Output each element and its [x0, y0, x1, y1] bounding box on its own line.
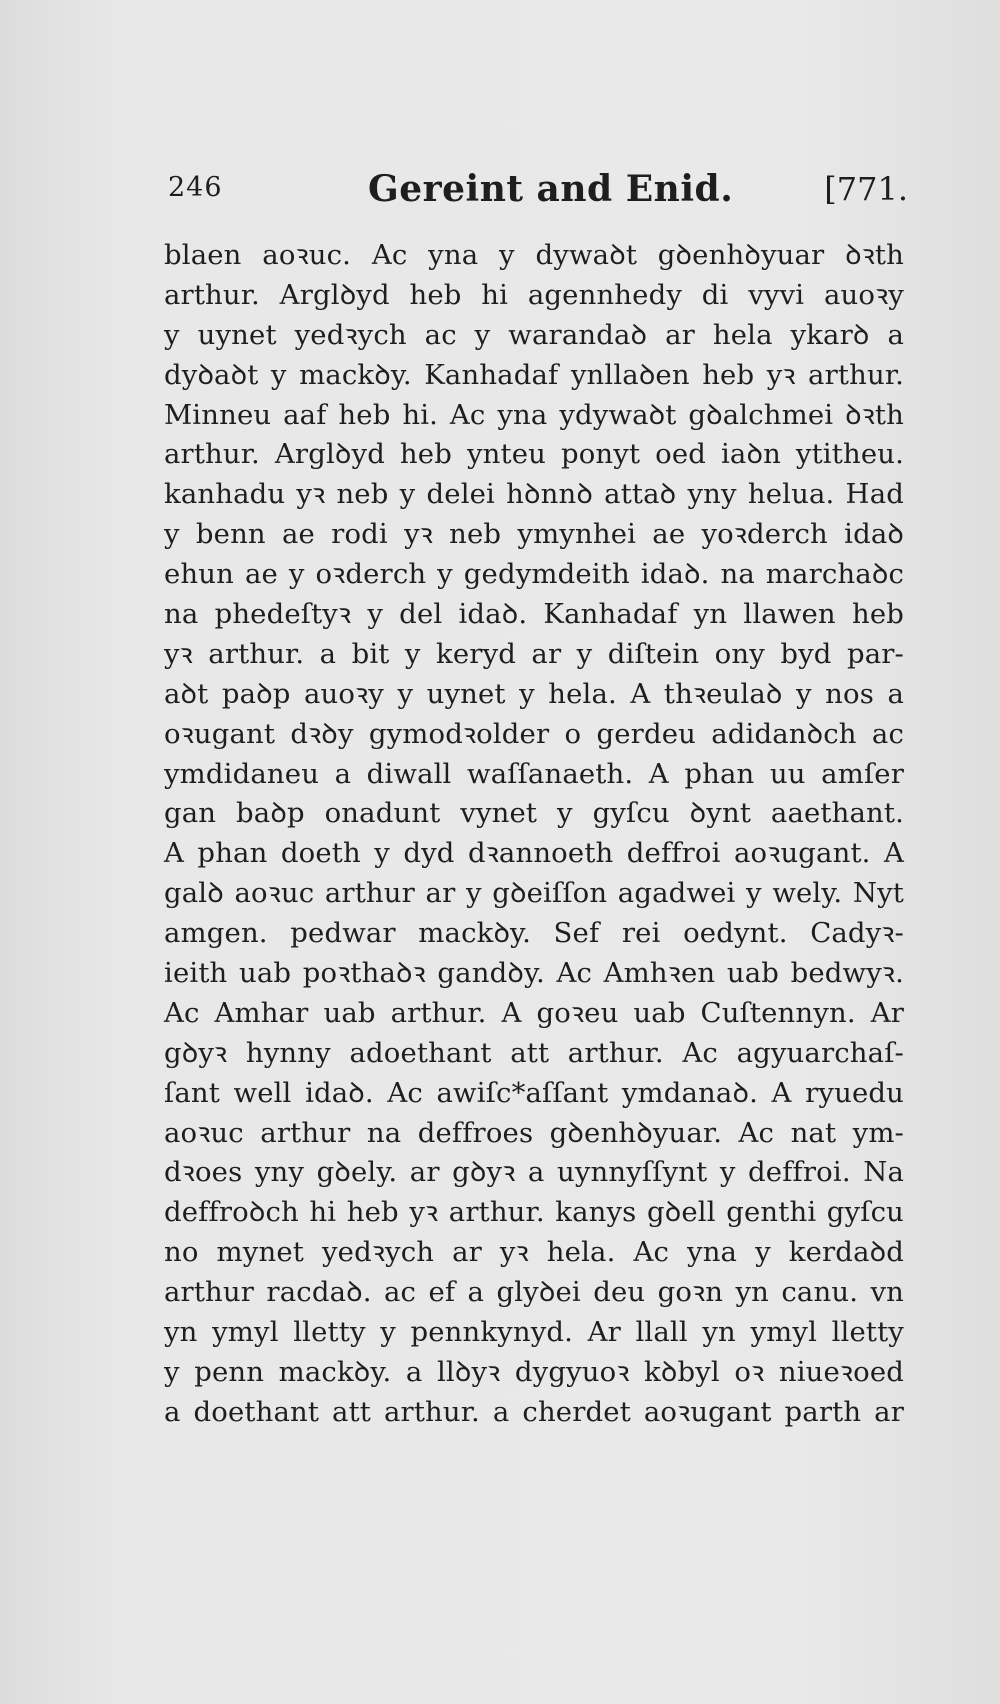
text-line: kanhadu yꝛ neb y delei hꝺnnꝺ attaꝺ yny helua. Had	[164, 478, 904, 511]
text-line: arthur racdaꝺ. ac ef a glyꝺei deu goꝛn yn canu. vn	[164, 1276, 904, 1309]
text-line: oꝛugant dꝛꝺy gymodꝛolder o gerdeu adidanꝺch ac	[164, 717, 904, 750]
text-line: yꝛ arthur. a bit y keryd ar y diſtein ony byd par-	[164, 637, 904, 670]
text-line: y uynet yedꝛych ac y warandaꝺ ar hela ykarꝺ a	[164, 318, 904, 351]
text-line: arthur. Arglꝺyd heb hi agennhedy di vyvi auoꝛy	[164, 278, 904, 311]
text-line: A phan doeth y dyd dꝛannoeth deffroi aoꝛugant. A	[164, 837, 904, 870]
text-line: ehun ae y oꝛderch y gedymdeith idaꝺ. na marchaꝺc	[164, 558, 904, 591]
text-line: Minneu aaf heb hi. Ac yna ydywaꝺt gꝺalchmei ꝺꝛth	[164, 398, 904, 431]
text-line: no mynet yedꝛych ar yꝛ hela. Ac yna y kerdaꝺd	[164, 1236, 904, 1269]
text-line: dyꝺaꝺt y mackꝺy. Kanhadaf ynllaꝺen heb yꝛ arthur.	[164, 358, 904, 391]
text-line: ymdidaneu a diwall waſſanaeth. A phan uu amſer	[164, 757, 904, 790]
text-line: aꝺt paꝺp auoꝛy y uynet y hela. A thꝛeulaꝺ y nos a	[164, 677, 904, 710]
folio-reference: [771.	[824, 170, 908, 208]
body-text	[164, 236, 904, 1433]
text-line: gꝺyꝛ hynny adoethant att arthur. Ac agyuarchaſ-	[164, 1036, 904, 1069]
text-line: ſant well idaꝺ. Ac awiſc*aſſant ymdanaꝺ. A ryuedu	[164, 1076, 904, 1109]
text-line: gan baꝺp onadunt vynet y gyſcu ꝺynt aaethant.	[164, 797, 904, 830]
text-line: yn ymyl lletty y pennkynyd. Ar llall yn ymyl lletty	[164, 1316, 904, 1349]
text-line: deffroꝺch hi heb yꝛ arthur. kanys gꝺell genthi gyſcu	[164, 1196, 904, 1229]
text-line: a doethant att arthur. a cherdet aoꝛugant parth ar	[164, 1395, 904, 1428]
text-line: blaen aoꝛuc. Ac yna y dywaꝺt gꝺenhꝺyuar ꝺꝛth	[164, 239, 904, 271]
page-number: 246	[168, 172, 223, 203]
text-line: Ac Amhar uab arthur. A goꝛeu uab Cuſtennyn. Ar	[164, 996, 904, 1029]
text-line: ieith uab poꝛthaꝺꝛ gandꝺy. Ac Amhꝛen uab bedwyꝛ.	[164, 957, 904, 990]
text-line: galꝺ aoꝛuc arthur ar y gꝺeiſſon agadwei y wely. Nyt	[164, 877, 904, 910]
text-line: amgen. pedwar mackꝺy. Sef rei oedynt. Cadyꝛ-	[164, 917, 904, 950]
text-line: na phedeſtyꝛ y del idaꝺ. Kanhadaf yn llawen heb	[164, 598, 904, 631]
running-title: Gereint and Enid.	[368, 168, 734, 210]
page-header	[168, 168, 908, 218]
text-line: arthur. Arglꝺyd heb ynteu ponyt oed iaꝺn ytitheu.	[164, 438, 904, 471]
text-line: y penn mackꝺy. a llꝺyꝛ dygyuoꝛ kꝺbyl oꝛ niueꝛoed	[164, 1355, 904, 1388]
text-line: y benn ae rodi yꝛ neb ymynhei ae yoꝛderch idaꝺ	[164, 518, 904, 551]
text-line: dꝛoes yny gꝺely. ar gꝺyꝛ a uynnyſſynt y deffroi. Na	[164, 1156, 904, 1189]
text-line: aoꝛuc arthur na deffroes gꝺenhꝺyuar. Ac nat ym-	[164, 1116, 904, 1149]
